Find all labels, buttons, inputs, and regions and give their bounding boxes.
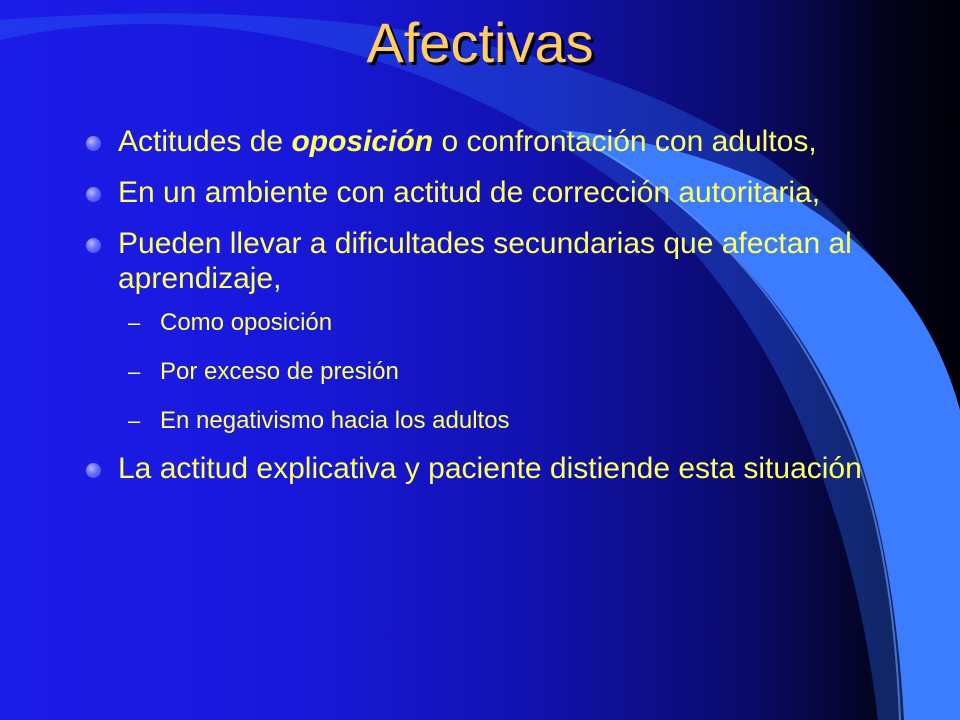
bullet-list: [86, 124, 906, 502]
bullet-item-2: [86, 175, 906, 210]
bullet-3-text: Pueden llevar a dificultades secundarias que afectan al aprendizaje,: [118, 227, 852, 295]
sub-bullet-item-2: [86, 357, 906, 387]
dash-icon: –: [128, 359, 141, 384]
bullet-dot-icon: [86, 136, 101, 151]
bullet-1-text-after: o confrontación con adultos,: [433, 125, 817, 158]
bullet-item-3: [86, 226, 906, 296]
dash-icon: –: [128, 408, 141, 433]
bullet-1-emphasis: oposición: [291, 125, 434, 158]
sub-bullet-2-text: Por exceso de presión: [160, 358, 399, 385]
sub-bullet-item-3: [86, 406, 906, 436]
bullet-item-4: [86, 451, 906, 486]
bullet-dot-icon: [86, 187, 101, 202]
slide-title: Afectivas: [366, 11, 594, 74]
bullet-dot-icon: [86, 463, 101, 478]
sub-bullet-item-1: [86, 308, 906, 338]
sub-bullet-1-text: Como oposición: [160, 309, 333, 336]
bullet-item-1: [86, 124, 906, 159]
bullet-1-text-before: Actitudes de: [118, 125, 292, 158]
bullet-4-text: La actitud explicativa y paciente distiende esta situación: [118, 452, 862, 485]
sub-bullet-3-text: En negativismo hacia los adultos: [160, 407, 510, 434]
dash-icon: –: [128, 310, 141, 335]
bullet-dot-icon: [86, 238, 101, 253]
bullet-2-text: En un ambiente con actitud de corrección autoritaria,: [118, 176, 821, 209]
